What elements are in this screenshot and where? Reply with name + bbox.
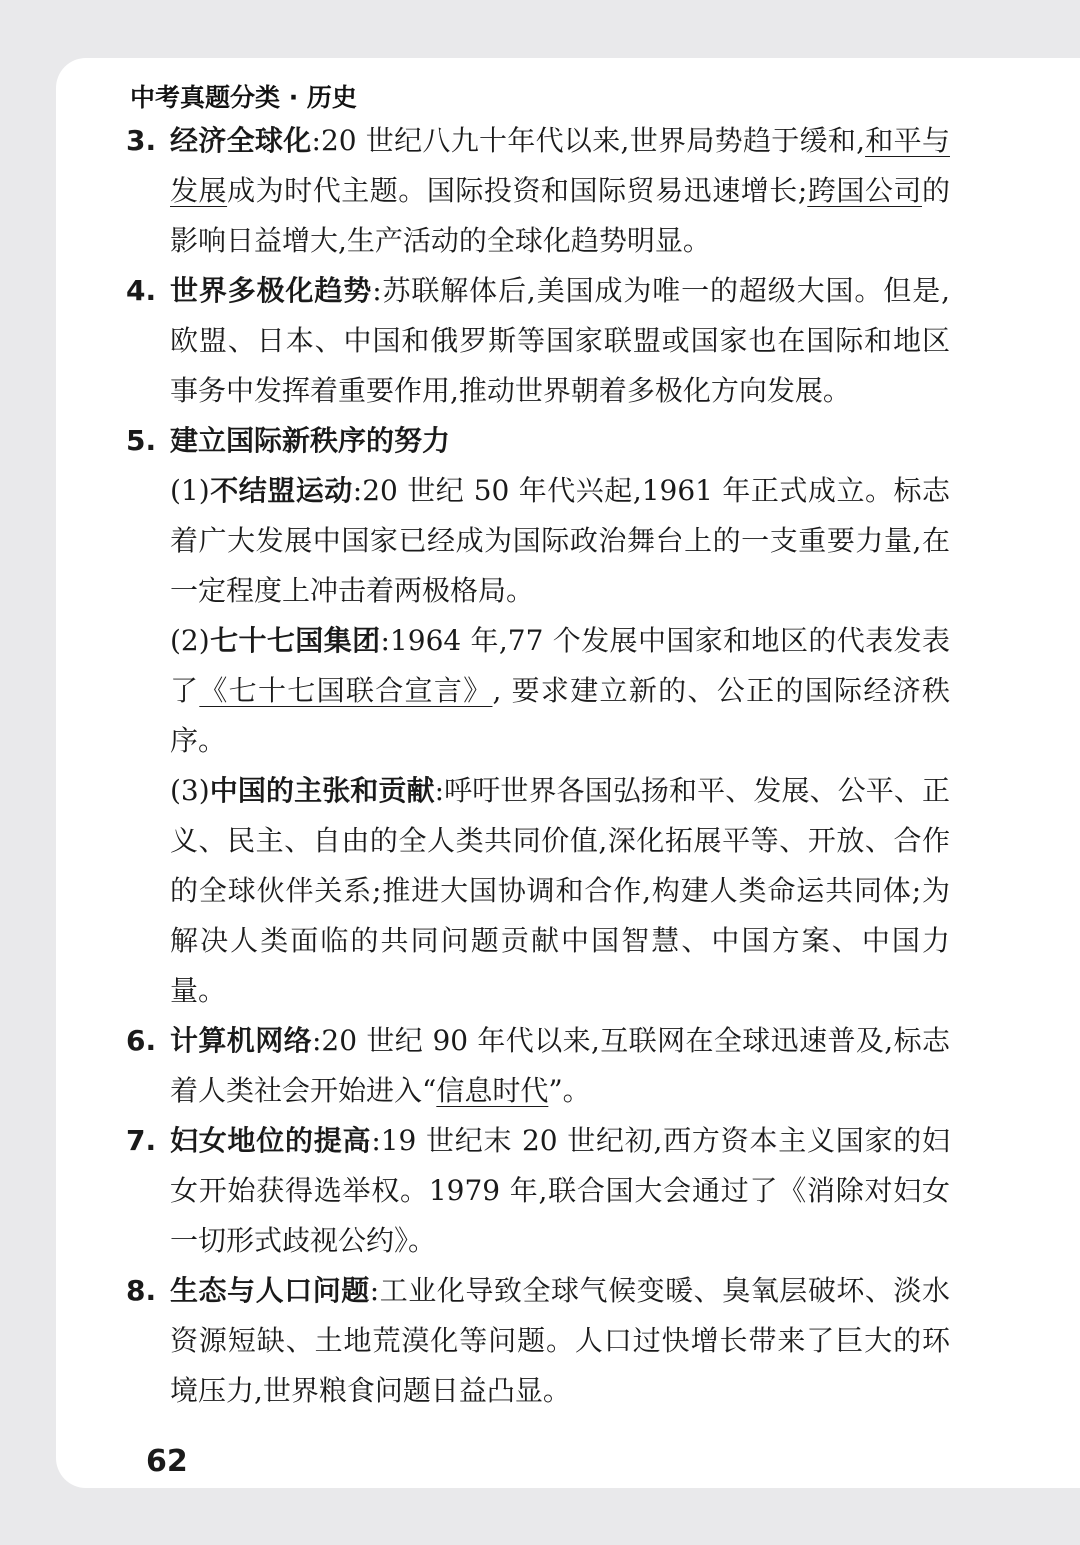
item-text — [170, 116, 950, 266]
item-number: 5. — [126, 424, 157, 457]
item-text-part: :苏联解体后,美国成为唯一的超级大国。但是,欧盟、日本、中国和俄罗斯等国家联盟或国家也在国际和地区事务中发挥着重要作用,推动世界朝着多极化方向发展。 — [170, 274, 950, 407]
item-number: 3. — [126, 124, 157, 157]
sub-item-1 — [170, 466, 950, 616]
item-text — [170, 1266, 950, 1416]
item-number: 7. — [126, 1124, 157, 1157]
item-keyword: 计算机网络 — [170, 1024, 312, 1057]
item-text-part: :20 世纪八九十年代以来,世界局势趋于缓和, — [311, 124, 866, 157]
item-text-part: :20 世纪 90 年代以来,互联网在全球迅速普及,标志着人类社会开始进入“ — [170, 1024, 950, 1107]
sub-item-keyword: 不结盟运动 — [209, 474, 353, 507]
list-item-4 — [56, 266, 1080, 416]
item-number: 6. — [126, 1024, 157, 1057]
underlined-term: 和平与发展 — [170, 124, 950, 207]
item-keyword: 建立国际新秩序的努力 — [170, 424, 451, 457]
page-sheet — [56, 58, 1080, 1488]
sub-item-text: :1964 年,77 个发展中国家和地区的代表发表了 — [170, 624, 950, 707]
item-text-part: ”。 — [548, 1074, 591, 1107]
item-text — [170, 266, 950, 416]
item-text-part: 的影响日益增大,生产活动的全球化趋势明显。 — [170, 174, 950, 257]
sub-item-text: , 要求建立新的、公正的国际经济秩序。 — [170, 674, 950, 757]
sub-item-keyword: 中国的主张和贡献 — [209, 774, 435, 807]
sub-item-3 — [170, 766, 950, 1016]
item-keyword: 经济全球化 — [170, 124, 312, 157]
sub-item-text: :呼吁世界各国弘扬和平、发展、公平、正义、民主、自由的全人类共同价值,深化拓展平等、开放、合作的全球伙伴关系;推进大国协调和合作,构建人类命运共同体;为解决人类面临的共同问题贡献中国智慧、中国方案、中国力量。 — [170, 774, 950, 1007]
sub-item-label: (1) — [170, 474, 210, 507]
list-item-5 — [56, 416, 1080, 1016]
sub-item-text: :20 世纪 50 年代兴起,1961 年正式成立。标志着广大发展中国家已经成为国际政治舞台上的一支重要力量,在一定程度上冲击着两极格局。 — [170, 474, 950, 607]
sub-item-label: (3) — [170, 774, 210, 807]
item-text — [170, 416, 950, 466]
item-text-part: :工业化导致全球气候变暖、臭氧层破坏、淡水资源短缺、土地荒漠化等问题。人口过快增长带来了巨大的环境压力,世界粮食问题日益凸显。 — [170, 1274, 950, 1407]
item-text-part: :19 世纪末 20 世纪初,西方资本主义国家的妇女开始获得选举权。1979 年,联合国大会通过了《消除对妇女一切形式歧视公约》。 — [170, 1124, 950, 1257]
item-keyword: 妇女地位的提高 — [170, 1124, 372, 1157]
list-item-3 — [56, 116, 1080, 266]
item-keyword: 生态与人口问题 — [170, 1274, 370, 1307]
list-item-6 — [56, 1016, 1080, 1116]
sub-item-label: (2) — [170, 624, 210, 657]
item-text-part: 成为时代主题。国际投资和国际贸易迅速增长; — [227, 174, 808, 207]
item-text — [170, 1116, 950, 1266]
underlined-term: 《七十七国联合宣言》 — [199, 674, 493, 707]
item-number: 8. — [126, 1274, 157, 1307]
sub-item-keyword: 七十七国集团 — [209, 624, 381, 657]
page-number: 62 — [146, 1444, 188, 1479]
list-item-8 — [56, 1266, 1080, 1416]
underlined-term: 跨国公司 — [807, 174, 922, 207]
underlined-term: 信息时代 — [436, 1074, 549, 1107]
content-body — [56, 116, 1080, 1416]
sub-item-2 — [170, 616, 950, 766]
item-keyword: 世界多极化趋势 — [170, 274, 373, 307]
item-number: 4. — [126, 274, 157, 307]
running-header: 中考真题分类 · 历史 — [130, 83, 357, 112]
list-item-7 — [56, 1116, 1080, 1266]
item-text — [170, 1016, 950, 1116]
